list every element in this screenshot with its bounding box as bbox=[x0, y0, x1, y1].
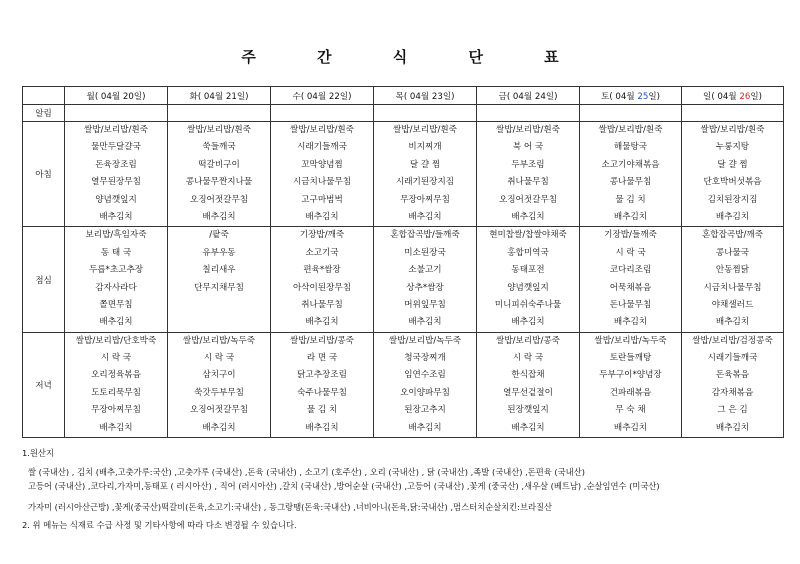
month-label: ( 04월 bbox=[711, 91, 740, 102]
menu-item: 물만두달걀국 bbox=[91, 142, 141, 153]
menu-cell bbox=[65, 105, 168, 122]
date-number: 20 bbox=[122, 91, 134, 102]
change-notice: 2. 위 메뉴는 식재료 수급 사정 및 기타사항에 따라 다소 변경될 수 있습니다. bbox=[22, 520, 297, 531]
menu-item: 배추김치 bbox=[511, 211, 545, 222]
menu-item: 시래기들깨국 bbox=[707, 353, 758, 364]
menu-item: 배추김치 bbox=[613, 422, 648, 433]
menu-item: 코다리조림 bbox=[609, 265, 652, 276]
origin-heading: 1.원산지 bbox=[22, 448, 54, 458]
origin-line-3: 가자미 (러시아산근방) ,꽃게(중국산)떡갈비(돈육,소고기:국내산) , 동그랑땡(돈육:국내산) ,너비아니(돈육,닭:국내산) ,멈스터치순살치킨:브라질산 bbox=[28, 501, 553, 512]
menu-item: 김치된장지짐 bbox=[707, 194, 758, 205]
date-number: 22 bbox=[328, 91, 340, 102]
menu-item: 도토리묵무침 bbox=[91, 387, 141, 398]
menu-item: 콩나물무짠지나물 bbox=[185, 177, 253, 188]
menu-item: 달 걀 찜 bbox=[409, 159, 441, 170]
menu-item: 해물탕국 bbox=[613, 142, 648, 153]
menu-item: 토란들깨탕 bbox=[609, 353, 652, 364]
menu-item: 편육*쌈장 bbox=[303, 265, 341, 276]
menu-item: 시 락 국 bbox=[203, 353, 235, 364]
menu-item: 머위잎무침 bbox=[404, 299, 446, 310]
menu-item: 아삭이된장무침 bbox=[292, 282, 352, 293]
meal-label: 아침 bbox=[23, 122, 65, 227]
menu-cell bbox=[682, 332, 784, 437]
menu-cell bbox=[168, 105, 271, 122]
menu-item: 유부우동 bbox=[202, 247, 236, 258]
menu-item: 쑥갓두부무침 bbox=[194, 387, 244, 398]
menu-item: 열무된장무침 bbox=[91, 177, 141, 188]
menu-item: 누룽지탕 bbox=[715, 142, 750, 153]
menu-item: 배추김치 bbox=[305, 211, 339, 222]
menu-item: 혼합잡곡밥/깨죽 bbox=[701, 230, 763, 241]
menu-item: 어묵채볶음 bbox=[609, 282, 652, 293]
menu-item: 쌀밥/보리밥/흰죽 bbox=[187, 125, 251, 135]
menu-cell bbox=[65, 122, 168, 227]
menu-item: 취나물무침 bbox=[507, 177, 549, 188]
menu-item: 소불고기 bbox=[408, 265, 442, 276]
menu-item: 미니피쉬숙주나물 bbox=[494, 299, 562, 310]
menu-item: 고구마범벅 bbox=[301, 194, 343, 205]
meal-label: 저녁 bbox=[23, 332, 65, 437]
menu-item: 감자채볶음 bbox=[711, 387, 754, 398]
day-name: 수 bbox=[292, 91, 301, 102]
day-header-5 bbox=[477, 87, 580, 105]
day-name: 목 bbox=[395, 91, 404, 102]
menu-item: 취나물무침 bbox=[301, 299, 343, 310]
menu-item: 물 김 치 bbox=[306, 405, 338, 416]
menu-cell bbox=[580, 105, 682, 122]
menu-item: 한식잡채 bbox=[511, 370, 545, 381]
menu-item: 돈육장조림 bbox=[95, 159, 137, 170]
menu-cell bbox=[168, 227, 271, 332]
menu-item: 배추김치 bbox=[408, 317, 442, 328]
menu-item: 라 면 국 bbox=[306, 353, 338, 364]
month-label: ( 04월 bbox=[300, 91, 329, 102]
month-label: ( 04월 bbox=[403, 91, 432, 102]
menu-item: 돈육볶음 bbox=[715, 370, 750, 381]
menu-item: 오징어젓갈무침 bbox=[189, 405, 249, 416]
menu-item: 오이양파무침 bbox=[400, 387, 450, 398]
menu-item: 무장아찌무침 bbox=[91, 405, 141, 416]
menu-item: 쌀밥/보리밥/흰죽 bbox=[598, 125, 663, 135]
menu-item: 북 어 국 bbox=[512, 142, 544, 153]
menu-cell bbox=[477, 332, 580, 437]
menu-cell bbox=[271, 332, 374, 437]
menu-item: 쌀밥/보리밥/흰죽 bbox=[84, 125, 148, 135]
menu-item: 쫄면무침 bbox=[99, 299, 133, 310]
menu-item: 쌀밥/보리밥/검정콩죽 bbox=[692, 335, 773, 346]
menu-item: /팥죽 bbox=[209, 230, 229, 241]
menu-cell bbox=[65, 332, 168, 437]
menu-item: 배추김치 bbox=[305, 317, 339, 328]
menu-cell bbox=[374, 227, 477, 332]
day-suffix: 일) bbox=[442, 91, 455, 102]
day-header-1 bbox=[65, 87, 168, 105]
day-name: 일 bbox=[703, 91, 712, 102]
menu-item: 청국장찌개 bbox=[404, 353, 446, 364]
menu-cell bbox=[580, 227, 682, 332]
menu-item: 현미찹쌀/찹쌀야채죽 bbox=[489, 230, 567, 241]
menu-item: 쌀밥/보리밥/콩죽 bbox=[290, 335, 354, 346]
menu-cell bbox=[374, 105, 477, 122]
menu-item: 무장아찌무침 bbox=[400, 194, 450, 205]
menu-item: 배추김치 bbox=[408, 422, 442, 433]
menu-item: 시래기된장지짐 bbox=[395, 177, 455, 188]
notes-section bbox=[22, 446, 792, 533]
menu-item: 배추김치 bbox=[202, 422, 236, 433]
menu-item: 그 은 김 bbox=[717, 405, 748, 416]
menu-item: 보리밥/흑임자죽 bbox=[85, 230, 147, 241]
menu-item: 열무선겉절이 bbox=[503, 387, 553, 398]
menu-item: 감자사라다 bbox=[95, 282, 137, 293]
menu-item: 배추김치 bbox=[613, 211, 648, 222]
menu-cell bbox=[477, 122, 580, 227]
menu-cell bbox=[271, 122, 374, 227]
day-suffix: 일) bbox=[339, 91, 352, 102]
menu-item: 된장고추지 bbox=[404, 405, 446, 416]
menu-item: 물 김 치 bbox=[615, 194, 646, 205]
menu-item: 시 락 국 bbox=[615, 247, 646, 258]
menu-cell bbox=[168, 122, 271, 227]
month-label: ( 04월 bbox=[94, 91, 123, 102]
menu-item: 두부조림 bbox=[511, 159, 545, 170]
menu-item: 쌀밥/보리밥/흰죽 bbox=[700, 125, 765, 135]
meal-row-4 bbox=[23, 332, 784, 437]
menu-cell bbox=[374, 122, 477, 227]
month-label: ( 04월 bbox=[609, 91, 638, 102]
menu-item: 시래기들깨국 bbox=[297, 142, 347, 153]
menu-item: 배추김치 bbox=[715, 317, 750, 328]
meal-label: 점심 bbox=[23, 227, 65, 332]
menu-item: 두릅*초고추장 bbox=[88, 265, 144, 276]
month-label: ( 04월 bbox=[506, 91, 535, 102]
menu-item: 오리정육볶음 bbox=[91, 370, 141, 381]
menu-item bbox=[168, 314, 270, 331]
menu-item: 오징어젓갈무침 bbox=[189, 194, 249, 205]
menu-item: 기장밥/들깨죽 bbox=[604, 230, 657, 241]
menu-item: 상추*쌈장 bbox=[406, 282, 444, 293]
menu-item: 꼬막양념찜 bbox=[301, 159, 343, 170]
menu-item: 삼치구이 bbox=[202, 370, 236, 381]
menu-item: 오징어젓갈무침 bbox=[498, 194, 558, 205]
menu-cell bbox=[168, 332, 271, 437]
menu-cell bbox=[682, 227, 784, 332]
menu-item: 쌀밥/보리밥/콩죽 bbox=[496, 335, 560, 346]
menu-item: 배추김치 bbox=[511, 422, 545, 433]
menu-item: 떡갈비구이 bbox=[198, 159, 240, 170]
menu-item: 배추김치 bbox=[511, 317, 545, 328]
menu-item: 단무지채무침 bbox=[194, 282, 244, 293]
date-number: 26 bbox=[739, 91, 751, 102]
menu-item: 양념깻잎지 bbox=[507, 282, 549, 293]
day-name: 월 bbox=[86, 91, 95, 102]
menu-item: 쌀밥/보리밥/흰죽 bbox=[393, 125, 457, 135]
menu-cell bbox=[477, 227, 580, 332]
day-name: 토 bbox=[601, 91, 610, 102]
menu-item: 쌀밥/보리밥/흰죽 bbox=[290, 125, 354, 135]
menu-cell bbox=[682, 105, 784, 122]
menu-item: 쌀밥/보리밥/흰죽 bbox=[496, 125, 560, 135]
meal-row-2 bbox=[23, 122, 784, 227]
day-suffix: 일) bbox=[133, 91, 146, 102]
day-header-7 bbox=[682, 87, 784, 105]
day-header-3 bbox=[271, 87, 374, 105]
menu-item: 콩나물무침 bbox=[609, 177, 652, 188]
origin-line-1: 쌀 (국내산) , 김치 (배추,고춧가루:국산) ,고춧가루 (국내산) ,돈육 (국내산) , 소고기 (호주산) , 오리 (국내산) , 닭 (국내산) ,족발 (국내산) ,돈편육 (국내산) bbox=[28, 466, 585, 477]
menu-cell bbox=[65, 227, 168, 332]
meal-label: 알림 bbox=[23, 105, 65, 122]
menu-item: 쌀밥/보리밥/단호박죽 bbox=[75, 335, 157, 346]
menu-cell bbox=[374, 332, 477, 437]
menu-item: 배추김치 bbox=[202, 211, 236, 222]
menu-item: 시 락 국 bbox=[512, 353, 544, 364]
meal-row-1 bbox=[23, 105, 784, 122]
menu-cell bbox=[271, 227, 374, 332]
menu-item: 미소된장국 bbox=[404, 247, 446, 258]
origin-line-2: 고등어 (국내산) ,코다리,가자미,동태포 ( 러시아산) , 직어 (러시아산) ,갈치 (국내산) ,방어순살 (국내산) ,고등어 (국내산) ,꽃게 (중국산) ,새우살 (베트남) ,순살임연수 (미국산) bbox=[28, 481, 660, 492]
menu-item: 달 걀 찜 bbox=[717, 159, 748, 170]
day-suffix: 일) bbox=[750, 91, 762, 102]
menu-item: 숙주나물무침 bbox=[297, 387, 347, 398]
menu-cell bbox=[580, 332, 682, 437]
menu-item: 배추김치 bbox=[99, 317, 133, 328]
menu-item: 소고기국 bbox=[305, 247, 339, 258]
menu-item: 돈나물무침 bbox=[609, 299, 652, 310]
menu-item: 배추김치 bbox=[408, 211, 442, 222]
menu-item: 쌀밥/보리밥/녹두죽 bbox=[388, 335, 462, 346]
meal-row-3 bbox=[23, 227, 784, 332]
menu-item: 야채샐러드 bbox=[711, 299, 754, 310]
date-number: 25 bbox=[637, 91, 649, 102]
menu-item: 시금치나물무침 bbox=[703, 282, 762, 293]
corner-cell bbox=[23, 87, 65, 105]
menu-item: 시금치나물무침 bbox=[292, 177, 352, 188]
menu-item bbox=[168, 297, 270, 314]
menu-item: 쌀밥/보리밥/녹두죽 bbox=[182, 335, 256, 346]
menu-item: 콩나물국 bbox=[715, 247, 750, 258]
menu-item: 기장밥/깨죽 bbox=[299, 230, 345, 241]
menu-cell bbox=[580, 122, 682, 227]
month-label: ( 04월 bbox=[197, 91, 226, 102]
day-header-2 bbox=[168, 87, 271, 105]
menu-item: 무 숙 채 bbox=[615, 405, 646, 416]
menu-item: 된장깻잎지 bbox=[507, 405, 549, 416]
menu-item: 동 태 국 bbox=[100, 247, 132, 258]
menu-item: 배추김치 bbox=[715, 211, 750, 222]
menu-cell bbox=[682, 122, 784, 227]
date-number: 21 bbox=[225, 91, 237, 102]
menu-item: 시 락 국 bbox=[100, 353, 132, 364]
day-name: 금 bbox=[498, 91, 507, 102]
menu-item: 닭고추장조림 bbox=[297, 370, 347, 381]
weekly-menu-table bbox=[22, 86, 784, 438]
menu-item: 칠리새우 bbox=[202, 265, 236, 276]
day-suffix: 일) bbox=[236, 91, 249, 102]
menu-item: 배추김치 bbox=[305, 422, 339, 433]
menu-item: 쌀밥/보리밥/녹두죽 bbox=[594, 335, 667, 346]
day-header-4 bbox=[374, 87, 477, 105]
menu-item: 두부구이*양념장 bbox=[599, 370, 662, 381]
day-header-6 bbox=[580, 87, 682, 105]
menu-item: 혼합잡곡밥/들깨죽 bbox=[390, 230, 460, 241]
menu-item: 안동찜닭 bbox=[715, 265, 750, 276]
day-name: 화 bbox=[189, 91, 198, 102]
menu-item: 홍합미역국 bbox=[507, 247, 549, 258]
menu-item: 비지찌개 bbox=[408, 142, 442, 153]
date-number: 23 bbox=[431, 91, 443, 102]
menu-item: 배추김치 bbox=[613, 317, 648, 328]
menu-item: 동태포전 bbox=[511, 265, 545, 276]
menu-item: 쑥들깨국 bbox=[202, 142, 236, 153]
menu-cell bbox=[271, 105, 374, 122]
menu-item: 양념깻잎지 bbox=[95, 194, 137, 205]
day-suffix: 일) bbox=[648, 91, 660, 102]
menu-item: 단호박버섯볶음 bbox=[703, 177, 762, 188]
day-suffix: 일) bbox=[545, 91, 558, 102]
header-row bbox=[23, 87, 784, 105]
menu-item: 임연수조림 bbox=[404, 370, 446, 381]
page-title: 주 간 식 단 표 bbox=[241, 48, 587, 66]
menu-item: 배추김치 bbox=[99, 422, 133, 433]
menu-item: 소고기야채볶음 bbox=[601, 159, 660, 170]
menu-cell bbox=[477, 105, 580, 122]
menu-item: 배추김치 bbox=[715, 422, 750, 433]
menu-item: 건파래볶음 bbox=[609, 387, 652, 398]
date-number: 24 bbox=[534, 91, 546, 102]
menu-item: 배추김치 bbox=[99, 211, 133, 222]
